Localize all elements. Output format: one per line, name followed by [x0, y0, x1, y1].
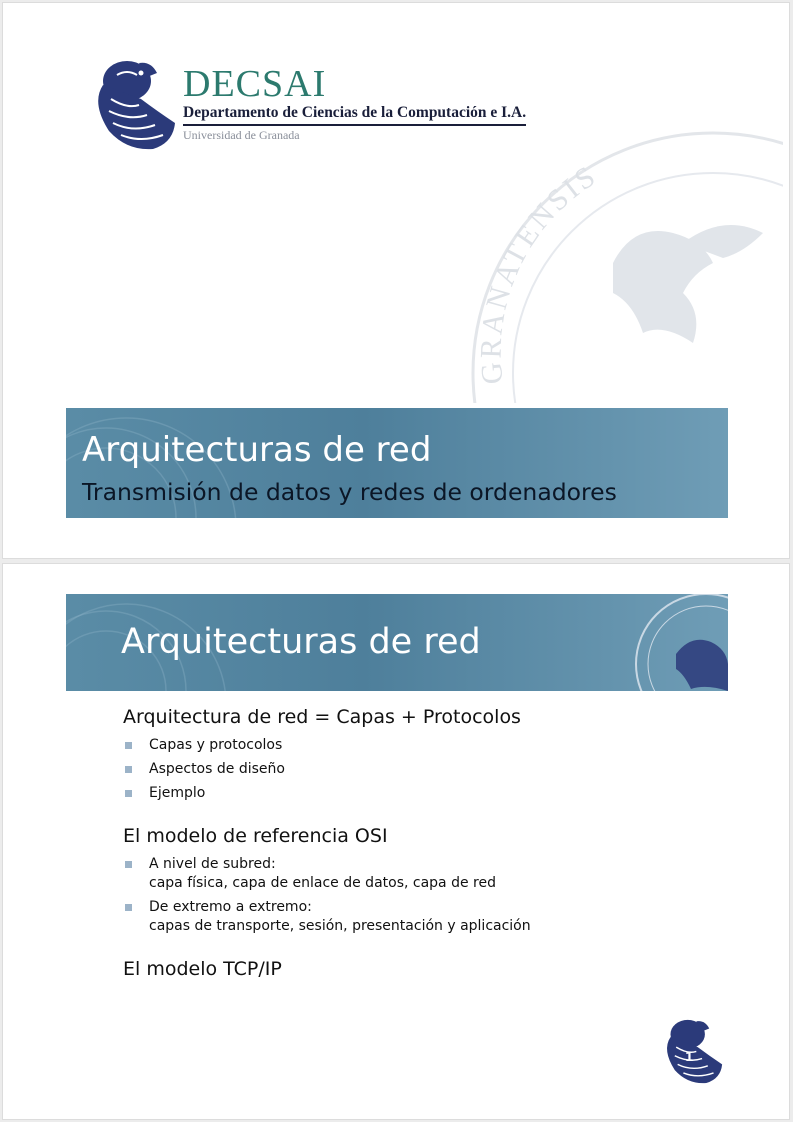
content-slide — [2, 563, 790, 1120]
section-heading: Arquitectura de red = Capas + Protocolos — [123, 706, 521, 728]
department-name: Departamento de Ciencias de la Computación e I.A. — [183, 103, 526, 126]
svg-text:GRANATENSIS: GRANATENSIS — [474, 158, 604, 386]
section-heading: El modelo de referencia OSI — [123, 825, 388, 847]
slide-content — [123, 704, 531, 1002]
list-item: De extremo a extremo: capas de transporte, sesión, presentación y aplicación — [123, 898, 531, 936]
section-architecture — [123, 704, 531, 803]
section-osi — [123, 823, 531, 936]
section-heading: El modelo TCP/IP — [123, 958, 282, 980]
title-slide — [2, 2, 790, 559]
page-number: 1 — [685, 1050, 694, 1064]
presentation-title: Arquitecturas de red — [82, 430, 432, 470]
slide-title-band — [66, 594, 728, 691]
bullet-list — [123, 736, 531, 803]
bullet-square-icon — [125, 904, 132, 911]
bullet-square-icon — [125, 766, 132, 773]
title-band — [66, 408, 728, 518]
bullet-square-icon — [125, 742, 132, 749]
university-name: Universidad de Granada — [183, 128, 300, 142]
list-item: Ejemplo — [123, 784, 531, 803]
university-seal-watermark-icon — [463, 123, 783, 403]
bullet-square-icon — [125, 790, 132, 797]
list-item: A nivel de subred: capa física, capa de enlace de datos, capa de red — [123, 855, 531, 893]
seal-corner-icon — [636, 594, 728, 691]
section-tcpip — [123, 956, 531, 982]
presentation-subtitle: Transmisión de datos y redes de ordenadores — [82, 478, 617, 506]
list-item: Capas y protocolos — [123, 736, 531, 755]
bullet-list — [123, 855, 531, 936]
eagle-logo-icon — [87, 53, 179, 157]
department-acronym: DECSAI — [183, 63, 327, 105]
slide-title: Arquitecturas de red — [121, 622, 481, 662]
list-item: Aspectos de diseño — [123, 760, 531, 779]
bullet-square-icon — [125, 861, 132, 868]
